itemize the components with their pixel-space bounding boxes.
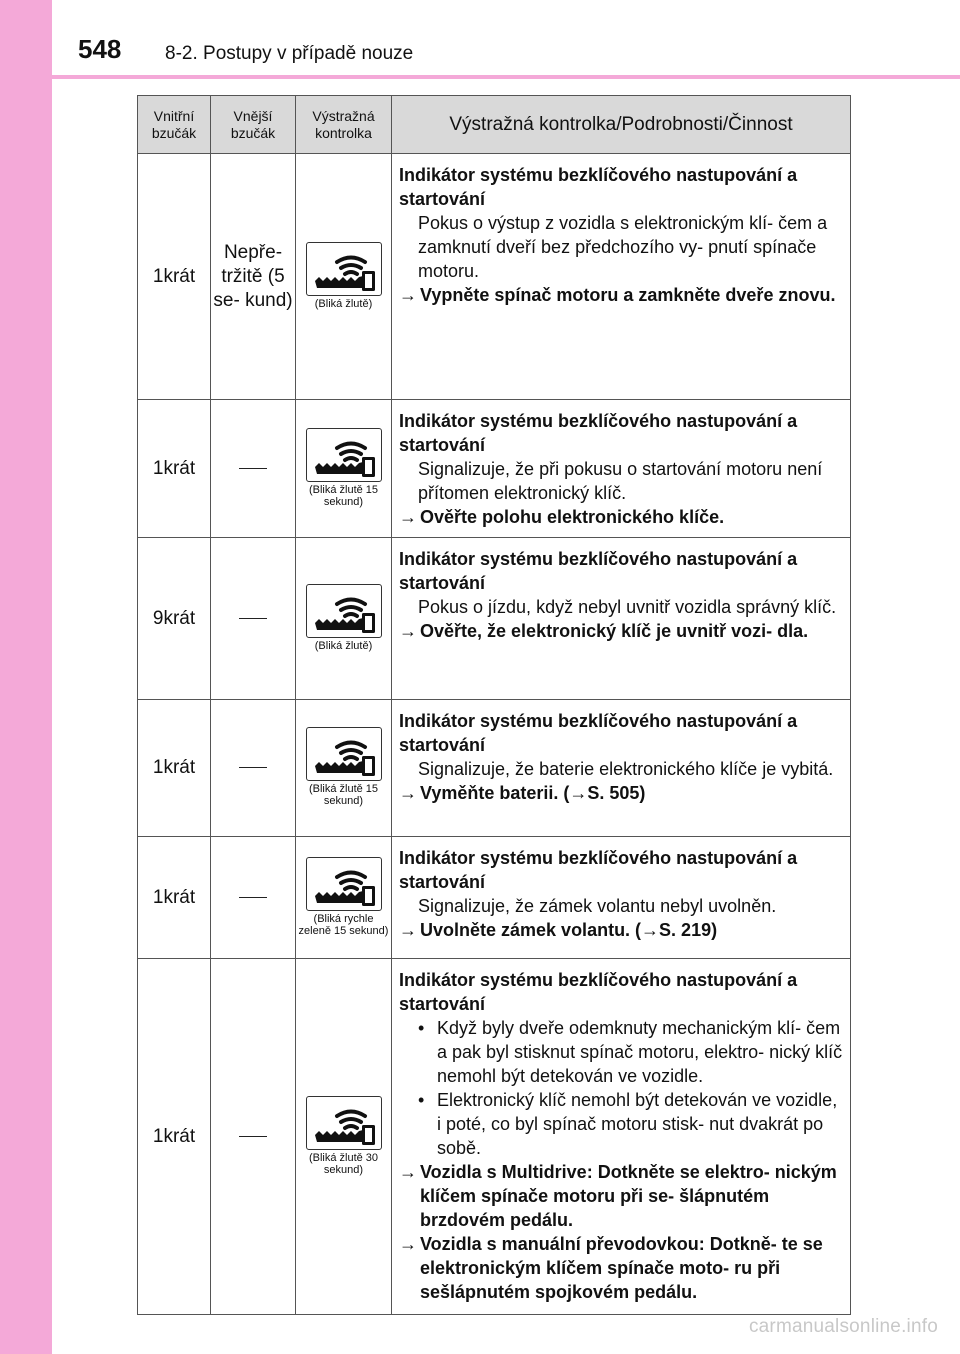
inner-buzzer-count: 1krát bbox=[152, 886, 196, 908]
inner-buzzer-count: 1krát bbox=[152, 757, 196, 778]
description-text: Signalizuje, že zámek volantu nebyl uvolněn. bbox=[418, 896, 777, 916]
none-dash bbox=[239, 1136, 267, 1137]
arrow-right-icon: → bbox=[399, 783, 417, 803]
table-row bbox=[138, 837, 851, 959]
outer-buzzer-cell bbox=[211, 538, 296, 700]
description-text: Pokus o jízdu, když nebyl uvnitř vozidla správný klíč. bbox=[418, 597, 837, 617]
watermark: carmanualsonline.info bbox=[748, 1316, 938, 1337]
bullet-text: Když byly dveře odemknuty mechanickým klí- čem a pak byl stisknut spínač motoru, elektro- nický klíč nemohl být detekován ve vozidle. bbox=[437, 1018, 843, 1086]
outer-buzzer-cell bbox=[211, 700, 296, 837]
inner-buzzer-count: 1krát bbox=[152, 457, 196, 479]
table-header-row bbox=[138, 96, 851, 154]
bullet-item bbox=[399, 1016, 846, 1088]
header-details: Výstražná kontrolka/Podrobnosti/Činnost bbox=[392, 96, 851, 154]
indicator-caption: (Bliká žlutě) bbox=[314, 297, 373, 310]
details-cell bbox=[392, 959, 851, 1315]
action-item bbox=[399, 619, 846, 643]
indicator-caption: (Bliká rychle zeleně 15 sekund) bbox=[298, 912, 389, 937]
description-text: Signalizuje, že baterie elektronického klíče je vybitá. bbox=[418, 759, 834, 779]
header-inner-buzzer: Vnitřní bzučák bbox=[138, 96, 211, 154]
inner-buzzer-count: 1krát bbox=[152, 1125, 196, 1147]
action-item bbox=[399, 1160, 846, 1232]
header-outer-buzzer: Vnější bzučák bbox=[211, 96, 296, 154]
header-warning-light: Výstražná kontrolka bbox=[296, 96, 392, 154]
table-row bbox=[138, 538, 851, 700]
action-text: Vozidla s Multidrive: Dotkněte se elektro- nickým klíčem spínače motoru při se- šlápnutém brzdovém pedálu. bbox=[420, 1162, 837, 1230]
indicator-title: Indikátor systému bezklíčového nastupování a startování bbox=[399, 848, 798, 892]
smart-key-indicator-icon bbox=[306, 242, 382, 296]
warning-light-cell bbox=[296, 400, 392, 538]
action-text: Uvolněte zámek volantu. (→S. 219) bbox=[420, 920, 718, 940]
bullet-text: Elektronický klíč nemohl být detekován ve vozidle, i poté, co byl spínač motoru stisk- nut dvakrát po sobě. bbox=[437, 1090, 838, 1158]
outer-buzzer-text: Nepře- tržitě (5 se- kund) bbox=[213, 241, 293, 311]
warning-light-cell bbox=[296, 959, 392, 1315]
header-divider bbox=[0, 75, 960, 79]
details-cell bbox=[392, 700, 851, 837]
warning-light-cell bbox=[296, 154, 392, 400]
table-row bbox=[138, 154, 851, 400]
inner-buzzer-cell bbox=[138, 154, 211, 400]
indicator-caption: (Bliká žlutě 15 sekund) bbox=[308, 783, 379, 807]
arrow-right-icon: → bbox=[399, 621, 417, 641]
page-number: 548 bbox=[78, 34, 122, 64]
arrow-right-icon: → bbox=[399, 1162, 417, 1182]
action-item bbox=[399, 781, 846, 805]
none-dash bbox=[239, 767, 267, 768]
section-title: 8-2. Postupy v případě nouze bbox=[165, 43, 414, 64]
indicator-title: Indikátor systému bezklíčového nastupování a startování bbox=[399, 970, 798, 1014]
description-text: Pokus o výstup z vozidla s elektronickým klí- čem a zamknutí dveří bez předchozího vy- pnutí spínače motoru. bbox=[418, 213, 828, 281]
warning-light-cell bbox=[296, 837, 392, 959]
outer-buzzer-cell bbox=[211, 837, 296, 959]
warning-light-cell bbox=[296, 538, 392, 700]
indicator-caption: (Bliká žlutě) bbox=[314, 639, 373, 652]
none-dash bbox=[239, 468, 267, 469]
inner-buzzer-cell bbox=[138, 700, 211, 837]
smart-key-indicator-icon bbox=[306, 428, 382, 482]
action-item bbox=[399, 283, 846, 307]
warning-light-cell bbox=[296, 700, 392, 837]
action-text: Ověřte polohu elektronického klíče. bbox=[420, 507, 725, 527]
action-text: Vozidla s manuální převodovkou: Dotkně- te se elektronickým klíčem spínače moto- ru při sešlápnutém spojkovém pedálu. bbox=[420, 1234, 823, 1302]
table-row bbox=[138, 400, 851, 538]
description-text: Signalizuje, že při pokusu o startování motoru není přítomen elektronický klíč. bbox=[418, 459, 823, 503]
action-item bbox=[399, 505, 846, 529]
details-cell bbox=[392, 538, 851, 700]
arrow-right-icon: → bbox=[399, 285, 417, 305]
smart-key-indicator-icon bbox=[306, 584, 382, 638]
outer-buzzer-cell bbox=[211, 400, 296, 538]
indicator-title: Indikátor systému bezklíčového nastupování a startování bbox=[399, 165, 798, 209]
arrow-right-icon: → bbox=[399, 507, 417, 527]
action-item bbox=[399, 918, 846, 942]
warning-table bbox=[137, 95, 851, 1315]
table-row bbox=[138, 959, 851, 1315]
inner-buzzer-cell bbox=[138, 538, 211, 700]
inner-buzzer-cell bbox=[138, 959, 211, 1315]
none-dash bbox=[239, 897, 267, 898]
action-text: Ověřte, že elektronický klíč je uvnitř vozi- dla. bbox=[420, 621, 809, 641]
action-text: Vypněte spínač motoru a zamkněte dveře znovu. bbox=[420, 285, 836, 305]
inner-buzzer-cell bbox=[138, 837, 211, 959]
indicator-title: Indikátor systému bezklíčového nastupování a startování bbox=[399, 411, 798, 455]
details-cell bbox=[392, 154, 851, 400]
none-dash bbox=[239, 618, 267, 619]
indicator-caption: (Bliká žlutě 30 sekund) bbox=[308, 1151, 379, 1176]
inner-buzzer-count: 1krát bbox=[152, 265, 196, 287]
indicator-title: Indikátor systému bezklíčového nastupování a startování bbox=[399, 549, 798, 593]
action-text: Vyměňte baterii. (→S. 505) bbox=[420, 783, 646, 803]
smart-key-indicator-icon bbox=[306, 1096, 382, 1150]
arrow-right-icon: → bbox=[399, 1234, 417, 1254]
bullet-glyph: • bbox=[418, 1090, 425, 1110]
details-cell bbox=[392, 400, 851, 538]
outer-buzzer-cell bbox=[211, 154, 296, 400]
indicator-title: Indikátor systému bezklíčového nastupování a startování bbox=[399, 711, 798, 755]
action-item bbox=[399, 1232, 846, 1304]
bullet-glyph: • bbox=[418, 1018, 425, 1038]
inner-buzzer-cell bbox=[138, 400, 211, 538]
outer-buzzer-cell bbox=[211, 959, 296, 1315]
table-row bbox=[138, 700, 851, 837]
inner-buzzer-count: 9krát bbox=[152, 607, 196, 629]
bullet-item bbox=[399, 1088, 846, 1160]
arrow-right-icon: → bbox=[399, 920, 417, 940]
side-color-bar bbox=[0, 0, 52, 1354]
indicator-caption: (Bliká žlutě 15 sekund) bbox=[308, 483, 379, 508]
smart-key-indicator-icon bbox=[306, 727, 382, 781]
details-cell bbox=[392, 837, 851, 959]
smart-key-indicator-icon bbox=[306, 857, 382, 911]
